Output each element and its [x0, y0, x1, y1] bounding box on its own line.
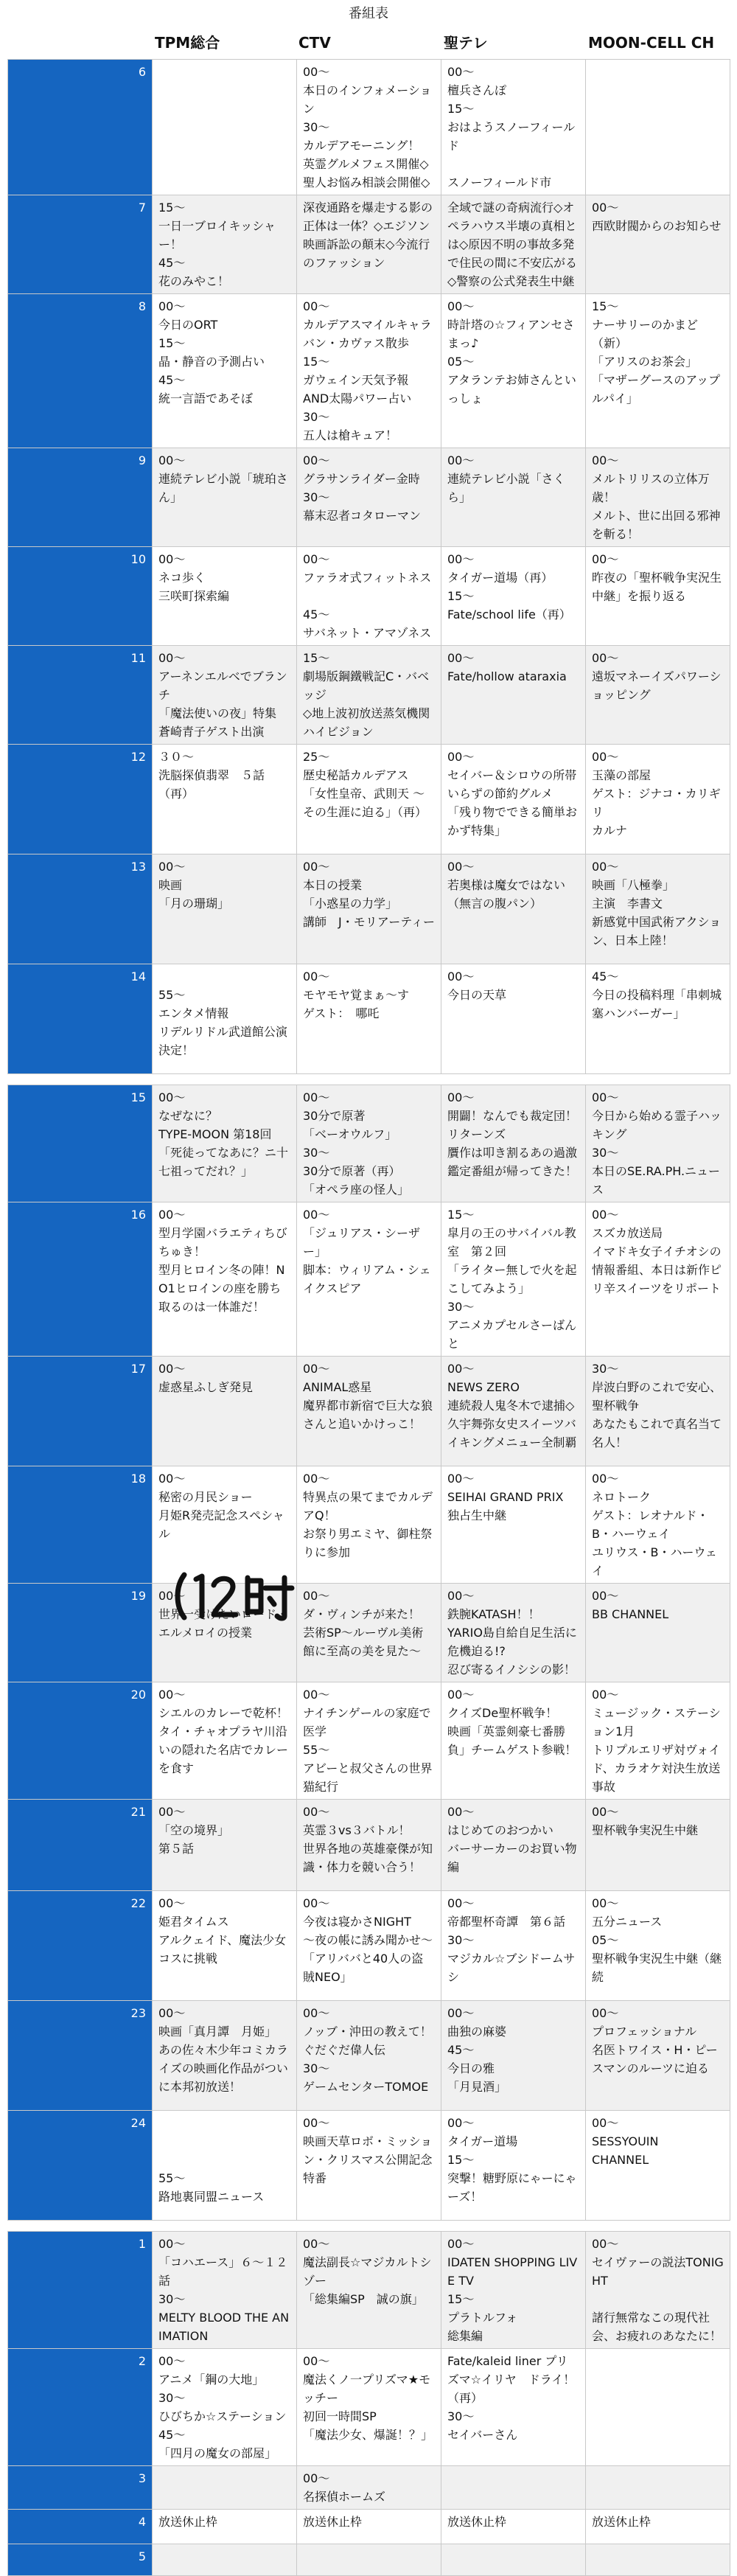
program-cell: 55～ 路地裏同盟ニュース: [153, 2111, 297, 2221]
program-cell: 00～ 連続テレビ小説「琥珀さん」: [153, 448, 297, 547]
program-cell: 00～ 今日から始める霊子ハッキング 30～ 本日のSE.RA.PH.ニュース: [586, 1085, 730, 1202]
program-cell: 00～ SEIHAI GRAND PRIX 独占生中継: [441, 1466, 586, 1584]
program-cell: [153, 2466, 297, 2510]
program-cell: [441, 2466, 586, 2510]
hour-label: 21: [8, 1800, 153, 1891]
program-cell: 00～ クイズDe聖杯戦争！ 映画「英霊剣豪七番勝負」チームゲスト参戦！: [441, 1682, 586, 1800]
program-cell: 00～ 今日の天草: [441, 964, 586, 1074]
program-cell: 00～ 聖杯戦争実況生中継: [586, 1800, 730, 1891]
program-cell: 放送休止枠: [441, 2510, 586, 2544]
hour-label: 24: [8, 2111, 153, 2221]
schedule-row: [8, 1682, 730, 1800]
channel-header-0: TPM総合: [155, 34, 220, 52]
program-cell: 00～ 「コハエース」６～１２話 30～ MELTY BLOOD THE ANIMATION: [153, 2232, 297, 2349]
hour-label: 12: [8, 745, 153, 854]
program-cell: 00～ 本日の授業 「小惑星の力学」 講師 J・モリアーティー: [297, 854, 441, 964]
hour-label: 7: [8, 195, 153, 294]
program-cell: 放送休止枠: [153, 2510, 297, 2544]
program-cell: [297, 2544, 441, 2576]
schedule-row: [8, 2349, 730, 2466]
section-divider: [8, 2221, 730, 2232]
program-cell: [586, 2349, 730, 2466]
schedule-row: [8, 547, 730, 646]
program-cell: 00～ 玉藻の部屋 ゲスト：ジナコ・カリギリ カルナ: [586, 745, 730, 854]
schedule-row: [8, 964, 730, 1074]
program-cell: 00～ 五分ニュース 05～ 聖杯戦争実況生中継（継続: [586, 1891, 730, 2001]
hour-label: 20: [8, 1682, 153, 1800]
program-cell: 00～ 「空の境界」 第５話: [153, 1800, 297, 1891]
program-cell: 00～ BB CHANNEL: [586, 1584, 730, 1682]
program-cell: 00～ ネコ歩く 三咲町探索編: [153, 547, 297, 646]
program-cell: 00～ プロフェッショナル 名医トワイス・H・ピースマンのルーツに迫る: [586, 2001, 730, 2111]
program-cell: 00～ グラサンライダー金時 30～ 幕末忍者コタローマン: [297, 448, 441, 547]
program-cell: 00～ 今日のORT 15～ 晶・静音の予測占い 45～ 統一言語であそぼ: [153, 294, 297, 448]
program-cell: 00～ NEWS ZERO 連続殺人鬼冬木で逮捕◇久宇舞弥女史スイーツバイキングメニュー全制覇: [441, 1357, 586, 1466]
program-cell: 00～ 型月学園バラエティちびちゅき！ 型月ヒロイン冬の陣！NO1ヒロインの座を勝ち取るのは一体誰だ！: [153, 1202, 297, 1357]
program-cell: 00～ タイガー道場（再） 15～ Fate/school life（再）: [441, 547, 586, 646]
program-cell: 00～ 今夜は寝かさNIGHT ～夜の帳に誘み聞かせ～ 「アリババと40人の盗賊NEO」: [297, 1891, 441, 2001]
hour-label: 16: [8, 1202, 153, 1357]
section-divider-cell: [8, 1074, 730, 1085]
program-cell: 00～ なぜなに？ TYPE-MOON 第18回 「死徒ってなあに？ニ十七祖ってだれ？」: [153, 1085, 297, 1202]
program-cell: 00～ 映画「真月譚 月姫」 あの佐々木少年コミカライズの映画化作品がついに本邦初放送！: [153, 2001, 297, 2111]
schedule-row: [8, 2001, 730, 2111]
hour-label: 19: [8, 1584, 153, 1682]
hour-label: 8: [8, 294, 153, 448]
hour-label: 15: [8, 1085, 153, 1202]
program-cell: 00～ 特異点の果てまでカルデアQ！ お祭り男エミヤ、御柱祭りに参加: [297, 1466, 441, 1584]
schedule-row: [8, 745, 730, 854]
program-cell: 00～ シエルのカレーで乾杯！ タイ・チャオプラヤ川沿いの隠れた名店でカレーを食す: [153, 1682, 297, 1800]
schedule-row: [8, 1800, 730, 1891]
program-cell: 00～ Fate/hollow ataraxia: [441, 646, 586, 745]
section-divider-cell: [8, 2221, 730, 2232]
program-cell: [586, 2466, 730, 2510]
program-cell: 15～ 一日一ブロイキッシャー！ 45～ 花のみやこ！: [153, 195, 297, 294]
program-cell: 00～ 秘密の月民ショー 月姫R発売記念スペシャル: [153, 1466, 297, 1584]
program-cell: 00～ アニメ「鋼の大地」 30～ ひびちか☆ステーション 45～ 「四月の魔女の部屋」: [153, 2349, 297, 2466]
channel-header-3: MOON-CELL CH: [588, 34, 715, 52]
program-cell: ３０～ 洗脳探偵翡翠 ５話（再）: [153, 745, 297, 854]
program-cell: 00～ メルトリリスの立体万歳！ メルト、世に出回る邪神を斬る！: [586, 448, 730, 547]
hour-label: 18: [8, 1466, 153, 1584]
program-cell: 00～ ナイチンゲールの家庭で医学 55～ アビーと叔父さんの世界猫紀行: [297, 1682, 441, 1800]
program-cell: 15～ ナーサリーのかまど（新） 「アリスのお茶会」 「マザーグースのアップルパイ」: [586, 294, 730, 448]
schedule-row: [8, 2111, 730, 2221]
program-cell: 00～ セイヴァーの説法TONIGHT 諸行無常なこの現代社会、お疲れのあなたに！: [586, 2232, 730, 2349]
schedule-row: [8, 1584, 730, 1682]
program-cell: 00～ 「ジュリアス・シーザー」 脚本：ウィリアム・シェイクスピア: [297, 1202, 441, 1357]
schedule-row: [8, 294, 730, 448]
program-cell: 00～ 映画「八極拳」 主演 李書文 新感覚中国武術アクション、日本上陸！: [586, 854, 730, 964]
program-cell: 放送休止枠: [586, 2510, 730, 2544]
hour-label: 17: [8, 1357, 153, 1466]
schedule-row: [8, 2466, 730, 2510]
schedule-row: [8, 448, 730, 547]
program-cell: 00～ 英霊３vs３バトル！ 世界各地の英雄豪傑が知識・体力を競い合う！: [297, 1800, 441, 1891]
program-cell: 00～ 虚惑星ふしぎ発見: [153, 1357, 297, 1466]
hour-label: 9: [8, 448, 153, 547]
schedule-row: [8, 60, 730, 195]
program-cell: 00～ 開闢！なんでも裁定団！リターンズ 贋作は叩き割るあの過激鑑定番組が帰ってきた！: [441, 1085, 586, 1202]
program-cell: [441, 2544, 586, 2576]
program-cell: 00～ IDATEN SHOPPING LIVE TV 15～ プラトルフォ 総集編: [441, 2232, 586, 2349]
page-title: 番組表: [349, 6, 388, 21]
program-cell: 00～ 西欧財閥からのお知らせ: [586, 195, 730, 294]
program-cell: 00～ 映画 「月の珊瑚」: [153, 854, 297, 964]
program-cell: [586, 60, 730, 195]
program-cell: 00～ 魔法副長☆マジカルトシゾー 「総集編SP 誠の旗」: [297, 2232, 441, 2349]
program-cell: 00～ ANIMAL惑星 魔界都市新宿で巨大な狼さんと追いかけっこ！: [297, 1357, 441, 1466]
program-cell: 放送休止枠: [297, 2510, 441, 2544]
program-cell: 00～ セイバー＆シロウの所帯いらずの節約グルメ 「残り物でできる簡単おかず特集」: [441, 745, 586, 854]
channel-header-2: 聖テレ: [444, 34, 488, 52]
hour-label: 2: [8, 2349, 153, 2466]
program-cell: 00～ タイガー道場 15～ 突撃！糖野原にゃーにゃーズ！: [441, 2111, 586, 2221]
program-cell: 00～ モヤモヤ覚まぁ～す ゲスト： 哪吒: [297, 964, 441, 1074]
hour-label: 11: [8, 646, 153, 745]
program-cell: [586, 2544, 730, 2576]
hour-label: 10: [8, 547, 153, 646]
schedule-row: [8, 195, 730, 294]
program-cell: 00～ 本日のインフォメーション 30～ カルデアモーニング！ 英霊グルメフェス開催◇聖人お悩み相談会開催◇: [297, 60, 441, 195]
program-cell: 00～ 昨夜の「聖杯戦争実況生中継」を振り返る: [586, 547, 730, 646]
schedule-row: [8, 1891, 730, 2001]
program-cell: 25～ 歴史秘話カルデアス 「女性皇帝、武則天 ～その生涯に迫る」（再）: [297, 745, 441, 854]
hour-label: 6: [8, 60, 153, 195]
program-cell: 00～ 姫君タイムス アルクェイド、魔法少女コスに挑戦: [153, 1891, 297, 2001]
program-cell: 00～ 若奥様は魔女ではない （無言の腹パン）: [441, 854, 586, 964]
hour-label: 13: [8, 854, 153, 964]
program-cell: 00～ カルデアスマイルキャラバン・カヴァス散歩 15～ ガウェイン天気予報 AND太陽パワー占い 30～ 五人は槍キュア！: [297, 294, 441, 448]
program-cell: 00～ 名探偵ホームズ: [297, 2466, 441, 2510]
schedule-row: [8, 1466, 730, 1584]
schedule-row: [8, 1357, 730, 1466]
program-cell: 全域で謎の奇病流行◇オペラハウス半壊の真相とは◇原因不明の事故多発で住民の間に不安広がる◇警察の公式発表生中継: [441, 195, 586, 294]
program-cell: 00～ 30分で原著 「ベーオウルフ」 30～ 30分で原著（再） 「オペラ座の怪人」: [297, 1085, 441, 1202]
program-cell: 45～ 今日の投稿料理「串刺城塞ハンバーガー」: [586, 964, 730, 1074]
program-cell: 00～ 曲独の麻婆 45～ 今日の雅 「月見酒」: [441, 2001, 586, 2111]
program-cell: 00～ 檀兵さんぽ 15～ おはようスノーフィールド スノーフィールド市: [441, 60, 586, 195]
program-cell: 00～ スズカ放送局 イマドキ女子イチオシの情報番組、本日は新作ピリ辛スイーツをリポート: [586, 1202, 730, 1357]
program-cell: 00～ アーネンエルベでブランチ 「魔法使いの夜」特集 蒼崎青子ゲスト出演: [153, 646, 297, 745]
program-cell: 00～ 時計塔の☆フィアンセさまっ♪ 05～ アタランテお姉さんといっしょ: [441, 294, 586, 448]
channel-header-1: CTV: [298, 34, 331, 52]
program-cell: 15～ 皐月の王のサバイバル教室 第２回 「ライター無しで火を起こしてみよう」 30～ アニメカプセルさーばんと: [441, 1202, 586, 1357]
program-cell: 55～ エンタメ情報 リデルリドル武道館公演決定！: [153, 964, 297, 1074]
program-cell: 00～ ネロトーク ゲスト：レオナルド・B・ハーウェイ ユリウス・B・ハーウェイ: [586, 1466, 730, 1584]
hour-label: 22: [8, 1891, 153, 2001]
program-cell: 00～ 連続テレビ小説「さくら」: [441, 448, 586, 547]
program-cell: 00～ 鉄腕KATASH！！ YARIO島自給自足生活に危機迫る!? 忍び寄るイノシシの影！: [441, 1584, 586, 1682]
schedule-row: [8, 1202, 730, 1357]
program-cell: 00～ 遠坂マネーイズパワーショッピング: [586, 646, 730, 745]
program-cell: 00～ 帝都聖杯奇譚 第６話 30～ マジカル☆ブシドームサシ: [441, 1891, 586, 2001]
program-cell: 00～ SESSYOUIN CHANNEL: [586, 2111, 730, 2221]
program-cell: 00～ 映画天草ロボ・ミッション・クリスマス公開記念特番: [297, 2111, 441, 2221]
schedule-row: [8, 646, 730, 745]
hour-label: 5: [8, 2544, 153, 2576]
program-cell: Fate/kaleid liner プリズマ☆イリヤ ドライ！（再） 30～ セイバーさん: [441, 2349, 586, 2466]
program-cell: 00～ はじめてのおつかい バーサーカーのお買い物編: [441, 1800, 586, 1891]
hour-label: 14: [8, 964, 153, 1074]
program-cell: 深夜通路を爆走する影の正体は一体？◇エジソン映画訴訟の顛末◇今流行のファッション: [297, 195, 441, 294]
schedule-row: [8, 2232, 730, 2349]
program-cell: [153, 2544, 297, 2576]
program-cell: 00～ ノッブ・沖田の教えて！ぐだぐだ偉人伝 30～ ゲームセンターTOMOE: [297, 2001, 441, 2111]
hour-label: 23: [8, 2001, 153, 2111]
section-divider: [8, 1074, 730, 1085]
program-cell: 00～ ファラオ式フィットネス 45～ サバネット・アマゾネス: [297, 547, 441, 646]
program-cell: 00～ 魔法くノ一プリズマ★モッチー 初回一時間SP 「魔法少女、爆誕！？」: [297, 2349, 441, 2466]
program-cell: 00～ ミュージック・ステーション1月 トリプルエリザ対ヴォイド、カラオケ対決生放送事故: [586, 1682, 730, 1800]
program-cell: 00～ 世界一受けたいロード・エルメロイの授業: [153, 1584, 297, 1682]
schedule-row: [8, 854, 730, 964]
program-cell: 00～ ダ・ヴィンチが来た！ 芸術SP～ルーヴル美術館に至高の美を見た～: [297, 1584, 441, 1682]
hour-label: 4: [8, 2510, 153, 2544]
schedule-row: [8, 2544, 730, 2576]
program-cell: 30～ 岸波白野のこれで安心、聖杯戦争 あなたもこれで真名当て名人！: [586, 1357, 730, 1466]
schedule-row: [8, 1085, 730, 1202]
schedule-row: [8, 2510, 730, 2544]
program-cell: 15～ 劇場版鋼鐵戦記C・バベッジ ◇地上波初放送蒸気機関ハイビジョン: [297, 646, 441, 745]
schedule-table: [7, 59, 730, 2576]
hour-label: 3: [8, 2466, 153, 2510]
program-cell: [153, 60, 297, 195]
hour-label: 1: [8, 2232, 153, 2349]
